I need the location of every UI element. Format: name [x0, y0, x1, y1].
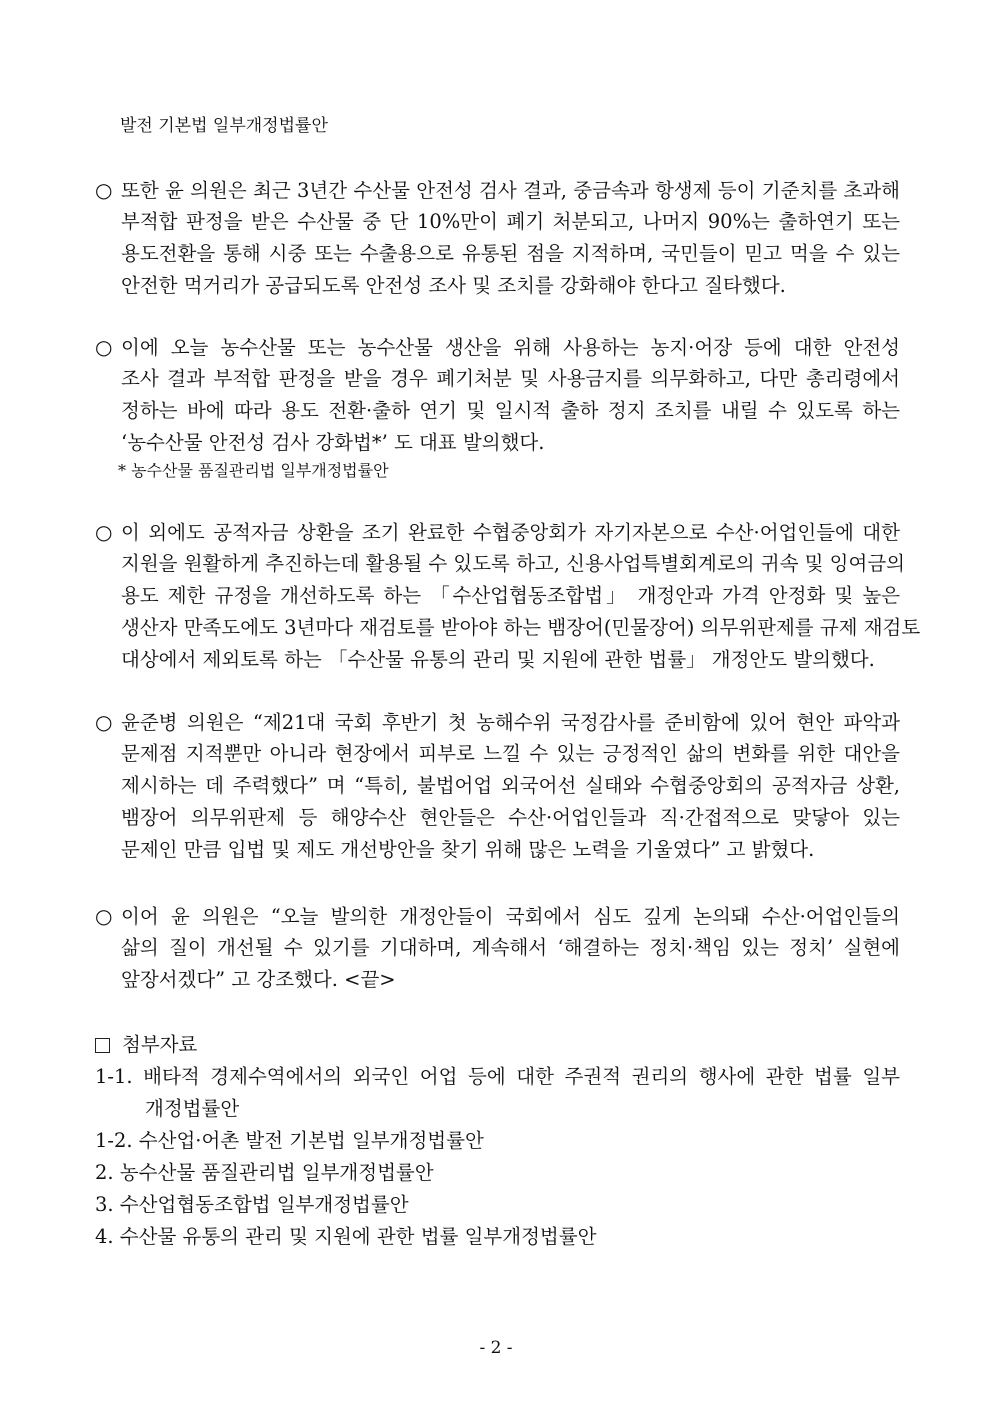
- paragraph-text: 이 외에도 공적자금 상환을 조기 완료한 수협중앙회가 자기자본으로 수산·어업인들에 대한: [121, 521, 900, 544]
- paragraph-2: [95, 331, 900, 459]
- paragraph-line: 조사 결과 부적합 판정을 받을 경우 폐기처분 및 사용금지를 의무화하고, 다만 총리령에서: [121, 367, 900, 390]
- paragraph-line: 삶의 질이 개선될 수 있기를 기대하며, 계속해서 ‘해결하는 정치·책임 있는 정치’ 실현에: [121, 936, 900, 959]
- circle-bullet-icon: ○: [95, 710, 113, 734]
- paragraph-5: [95, 900, 900, 996]
- attachment-item-continuation: 개정법률안: [145, 1097, 240, 1120]
- paragraph-line: [95, 174, 900, 206]
- paragraph-line: 문제인 만큼 입법 및 제도 개선방안을 찾기 위해 많은 노력을 기울였다” 고 밝혔다.: [121, 838, 815, 861]
- attachments-heading: [95, 1029, 900, 1061]
- attachments-section: [95, 1029, 900, 1253]
- paragraph-3: [95, 516, 921, 676]
- paragraph-text: 이어 윤 의원은 “오늘 발의한 개정안들이 국회에서 심도 깊게 논의돼 수산·어업인들의: [121, 905, 900, 928]
- paragraph-line: 용도 제한 규정을 개선하도록 하는 「수산업협동조합법」 개정안과 가격 안정화 및 높은: [121, 584, 900, 607]
- square-box-icon: [95, 1038, 110, 1053]
- paragraph-line: 뱀장어 의무위판제 등 해양수산 현안들은 수산·어업인들과 직·간접적으로 맞닿아 있는: [121, 806, 900, 829]
- paragraph-line: 제시하는 데 주력했다” 며 “특히, 불법어업 외국어선 실태와 수협중앙회의 공적자금 상환,: [121, 774, 900, 797]
- paragraph-line: [95, 706, 900, 738]
- paragraph-line: 대상에서 제외토록 하는 「수산물 유통의 관리 및 지원에 관한 법률」 개정안도 발의했다.: [121, 648, 875, 671]
- paragraph-line: 생산자 만족도에도 3년마다 재검토를 받아야 하는 뱀장어(민물장어) 의무위판제를 규제 재검토: [121, 616, 921, 639]
- paragraph-4: [95, 706, 900, 866]
- attachment-item: 4. 수산물 유통의 관리 및 지원에 관한 법률 일부개정법률안: [95, 1225, 597, 1248]
- paragraph-text: 또한 윤 의원은 최근 3년간 수산물 안전성 검사 결과, 중금속과 항생제 등이 기준치를 초과해: [121, 179, 900, 202]
- circle-bullet-icon: ○: [95, 335, 113, 359]
- continued-title-line: 발전 기본법 일부개정법률안: [120, 116, 328, 136]
- paragraph-line: [95, 331, 900, 363]
- attachment-item: 2. 농수산물 품질관리법 일부개정법률안: [95, 1161, 434, 1184]
- paragraph-text: 이에 오늘 농수산물 또는 농수산물 생산을 위해 사용하는 농지·어장 등에 대한 안전성: [121, 336, 900, 359]
- paragraph-line: 정하는 바에 따라 용도 전환·출하 연기 및 일시적 출하 정지 조치를 내릴 수 있도록 하는: [121, 399, 900, 422]
- circle-bullet-icon: ○: [95, 520, 113, 544]
- paragraph-line: ‘농수산물 안전성 검사 강화법*’ 도 대표 발의했다.: [121, 431, 545, 454]
- paragraph-text: 윤준병 의원은 “제21대 국회 후반기 첫 농해수위 국정감사를 준비함에 있어 현안 파악과: [121, 711, 900, 734]
- attachments-heading-label: 첨부자료: [122, 1033, 198, 1056]
- circle-bullet-icon: ○: [95, 904, 113, 928]
- attachment-item: 3. 수산업협동조합법 일부개정법률안: [95, 1193, 409, 1216]
- paragraph-line: 앞장서겠다” 고 강조했다. <끝>: [121, 968, 396, 991]
- paragraph-line: [95, 516, 900, 548]
- circle-bullet-icon: ○: [95, 178, 113, 202]
- paragraph-1: [95, 174, 900, 302]
- paragraph-line: [95, 900, 900, 932]
- paragraph-line: 문제점 지적뿐만 아니라 현장에서 피부로 느낄 수 있는 긍정적인 삶의 변화를 위한 대안을: [121, 742, 900, 765]
- paragraph-line: 용도전환을 통해 시중 또는 수출용으로 유통된 점을 지적하며, 국민들이 믿고 먹을 수 있는: [121, 242, 900, 265]
- paragraph-line: 지원을 원활하게 추진하는데 활용될 수 있도록 하고, 신용사업특별회계로의 귀속 및 잉여금의: [121, 552, 905, 575]
- attachment-item: 1-1. 배타적 경제수역에서의 외국인 어업 등에 대한 주권적 권리의 행사에 관한 법률 일부: [95, 1065, 900, 1088]
- paragraph-line: 부적합 판정을 받은 수산물 중 단 10%만이 폐기 처분되고, 나머지 90%는 출하연기 또는: [121, 210, 900, 233]
- page-number: - 2 -: [479, 1338, 513, 1358]
- paragraph-line: 안전한 먹거리가 공급되도록 안전성 조사 및 조치를 강화해야 한다고 질타했다.: [121, 274, 786, 297]
- footnote: * 농수산물 품질관리법 일부개정법률안: [118, 461, 389, 480]
- attachment-item: 1-2. 수산업·어촌 발전 기본법 일부개정법률안: [95, 1129, 484, 1152]
